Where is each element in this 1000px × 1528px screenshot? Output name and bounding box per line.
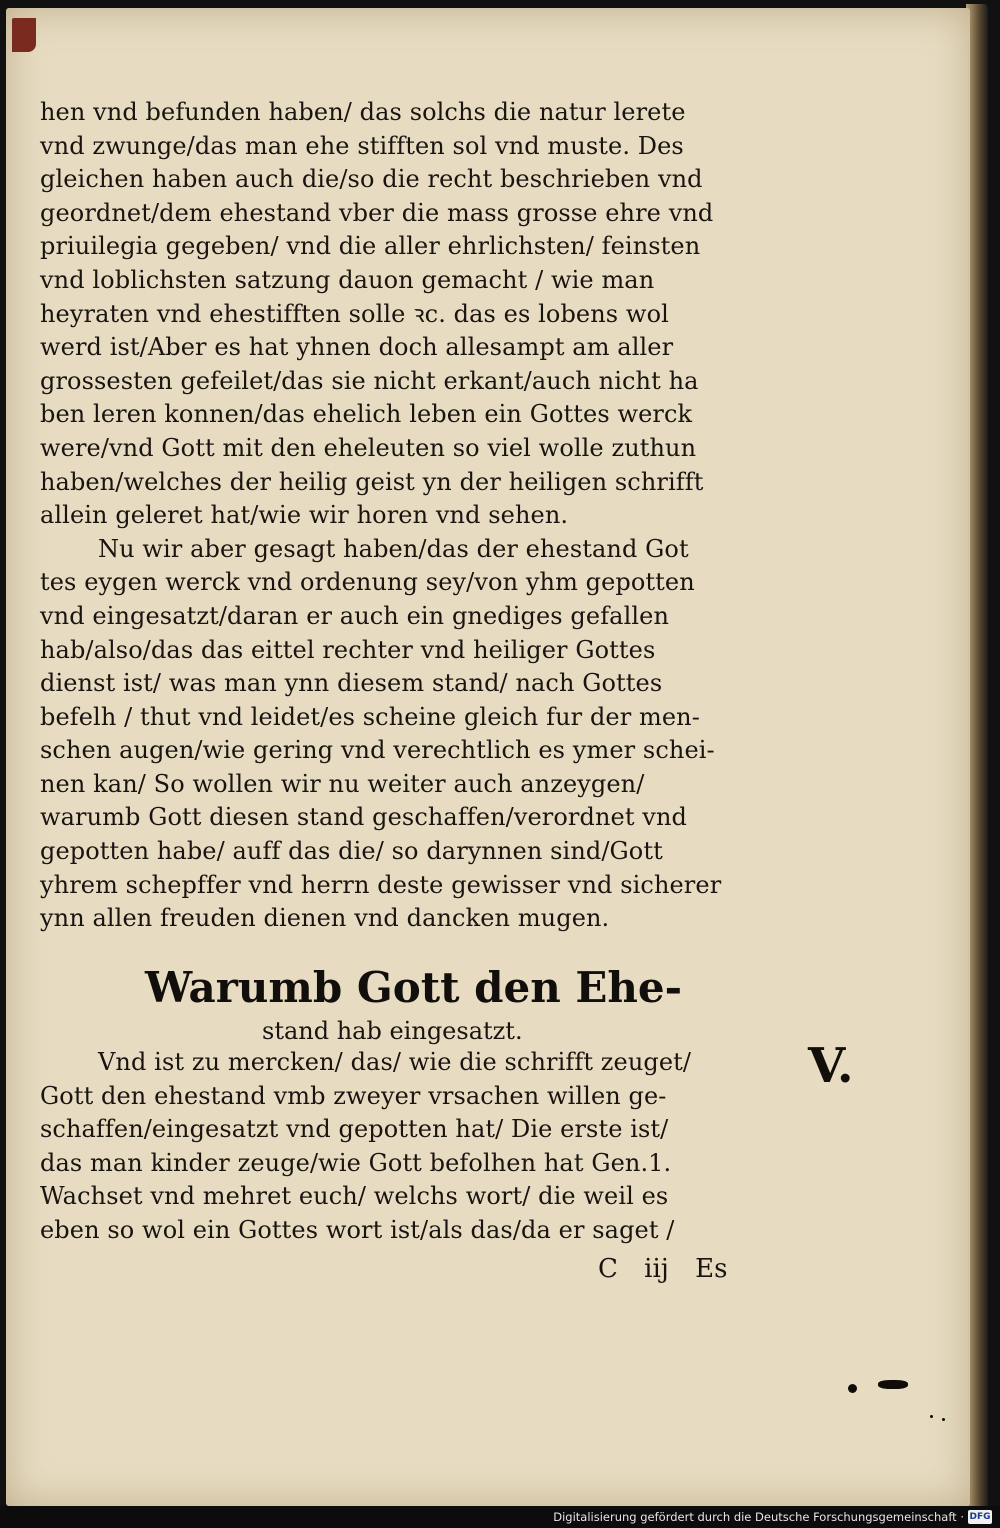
text-line: ynn allen freuden dienen vnd dancken mugen.	[40, 904, 610, 933]
text-line: heyraten vnd ehestifften solle ꝛc. das es lobens wol	[40, 299, 669, 328]
text-line: dienst ist/ was man ynn diesem stand/ nach Gottes	[40, 669, 663, 698]
ink-speck	[942, 1418, 945, 1421]
text-line: nen kan/ So wollen wir nu weiter auch anzeygen/	[40, 769, 645, 798]
chapter-subheading: stand hab eingesatzt.	[262, 1017, 523, 1045]
lower-text	[40, 1046, 820, 1248]
text-line: vnd zwunge/das man ehe stifften sol vnd muste. Des	[40, 131, 684, 160]
text-line: Wachset vnd mehret euch/ welchs wort/ die weil es	[40, 1182, 669, 1211]
text-line: gleichen haben auch die/so die recht beschrieben vnd	[40, 165, 703, 194]
text-line: warumb Gott diesen stand geschaffen/verordnet vnd	[40, 803, 687, 832]
text-line: yhrem schepffer vnd herrn deste gewisser vnd sicherer	[40, 870, 722, 899]
text-line: befelh / thut vnd leidet/es scheine gleich fur der men-	[40, 702, 700, 731]
text-line: vnd loblichsten satzung dauon gemacht / wie man	[40, 265, 655, 294]
text-line: eben so wol ein Gottes wort ist/als das/da er saget /	[40, 1215, 675, 1244]
text-line: geordnet/dem ehestand vber die mass grosse ehre vnd	[40, 198, 714, 227]
dfg-logo: DFG	[969, 1512, 991, 1522]
text-line: ben leren konnen/das ehelich leben ein Gottes werck	[40, 400, 693, 429]
ink-spot	[848, 1384, 857, 1393]
body-text	[40, 96, 820, 936]
text-line: Vnd ist zu mercken/ das/ wie die schrifft zeuget/	[98, 1048, 692, 1076]
ink-speck	[930, 1415, 933, 1418]
text-line: were/vnd Gott mit den eheleuten so viel wolle zuthun	[40, 433, 697, 462]
text-line: schen augen/wie gering vnd verechtlich es ymer schei-	[40, 736, 715, 765]
text-line: schaffen/eingesatzt vnd gepotten hat/ Die erste ist/	[40, 1115, 669, 1144]
corner-mark	[12, 18, 36, 52]
text-line: vnd eingesatzt/daran er auch ein gnediges gefallen	[40, 601, 669, 630]
text-line: gepotten habe/ auff das die/ so darynnen sind/Gott	[40, 837, 663, 866]
text-line: das man kinder zeuge/wie Gott befolhen hat Gen.1.	[40, 1148, 672, 1177]
text-line: Nu wir aber gesagt haben/das der ehestand Got	[98, 534, 689, 563]
funding-credit: Digitalisierung gefördert durch die Deutsche Forschungsgemeinschaft ·	[553, 1510, 964, 1524]
text-line: hab/also/das das eittel rechter vnd heiliger Gottes	[40, 635, 656, 664]
text-line: werd ist/Aber es hat yhnen doch allesampt am aller	[40, 333, 674, 362]
text-line: priuilegia gegeben/ vnd die aller ehrlichsten/ feinsten	[40, 232, 701, 261]
margin-note: V.	[808, 1038, 854, 1094]
chapter-heading: Warumb Gott den Ehe-	[145, 963, 683, 1012]
text-line: tes eygen werck vnd ordenung sey/von yhm gepotten	[40, 568, 695, 597]
signature-catchword: C iij Es	[598, 1254, 728, 1284]
text-line: hen vnd befunden haben/ das solchs die natur lerete	[40, 98, 686, 126]
text-line: Gott den ehestand vmb zweyer vrsachen willen ge-	[40, 1081, 667, 1110]
ink-spot	[878, 1380, 908, 1389]
text-line: allein geleret hat/wie wir horen vnd sehen.	[40, 501, 569, 530]
text-line: haben/welches der heilig geist yn der heiligen schrifft	[40, 467, 704, 496]
text-line: grossesten gefeilet/das sie nicht erkant/auch nicht ha	[40, 366, 699, 395]
